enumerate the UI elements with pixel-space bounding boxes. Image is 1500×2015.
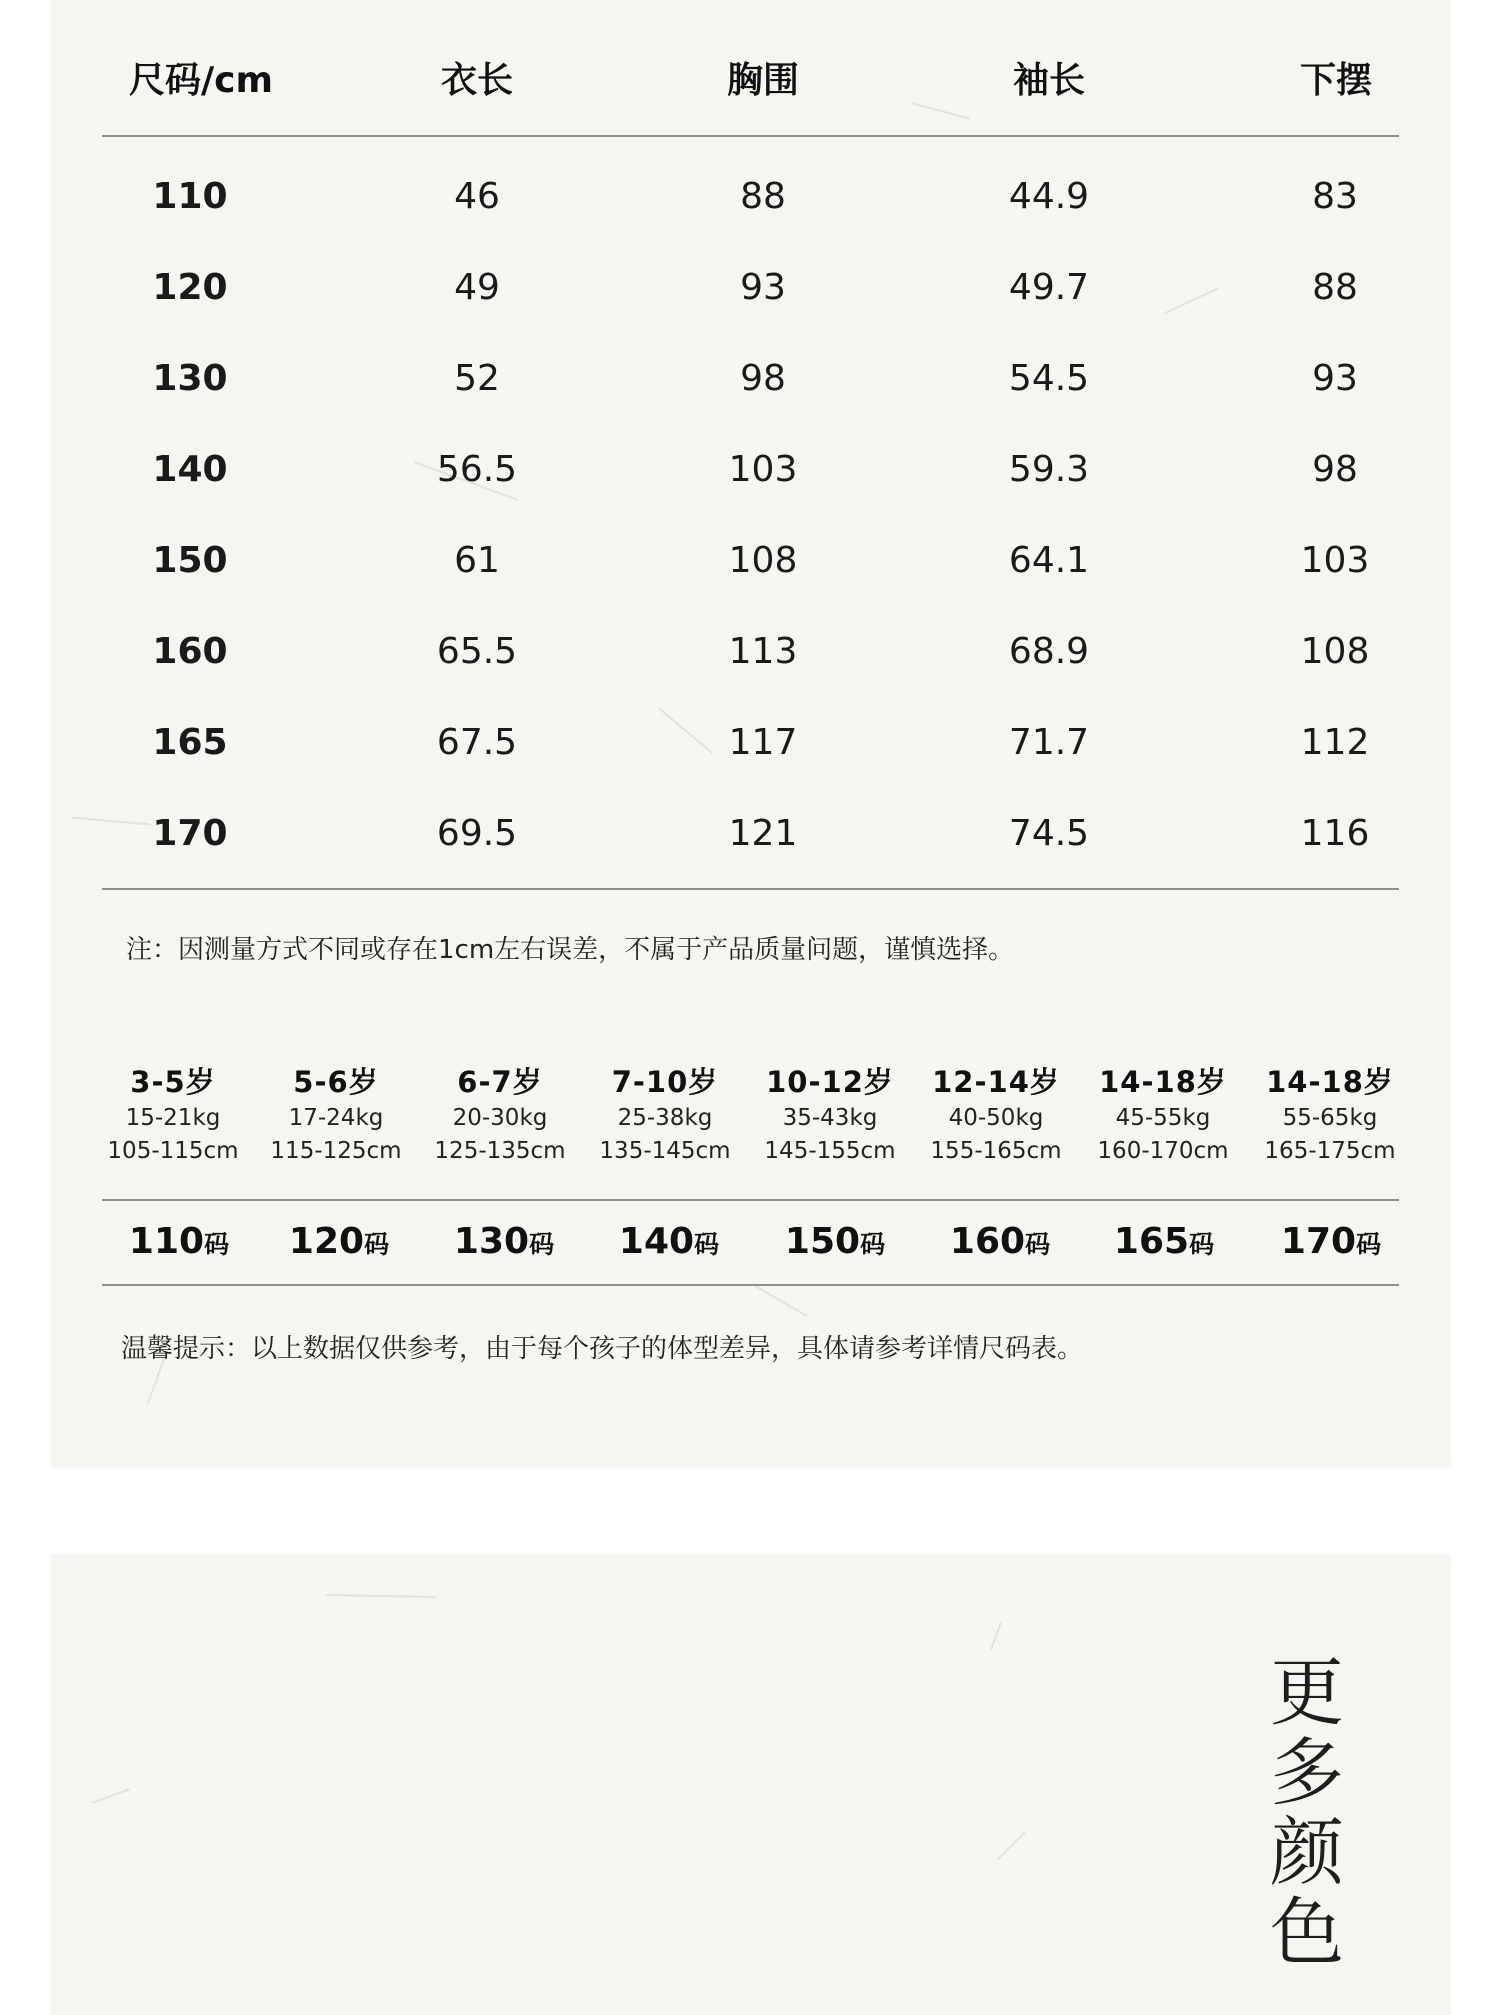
age-range: 5-6岁 <box>293 1065 379 1099</box>
size-number: 170 <box>1280 1221 1357 1262</box>
cell-hem: 112 <box>1300 722 1370 763</box>
recommended-size <box>1246 1212 1416 1275</box>
cell-hem: 103 <box>1300 540 1370 581</box>
paper-fiber <box>326 1594 436 1598</box>
paper-fiber <box>755 1285 808 1317</box>
table-row <box>51 531 1450 591</box>
age-range: 10-12岁 <box>766 1065 894 1099</box>
weight-range: 45-55kg <box>1115 1105 1211 1131</box>
weight-range: 25-38kg <box>617 1105 713 1131</box>
size-number: 120 <box>288 1221 365 1262</box>
size-unit: 码 <box>204 1230 230 1259</box>
cell-length: 46 <box>454 176 500 217</box>
table-row <box>51 804 1450 864</box>
cell-chest: 103 <box>728 449 798 490</box>
size-unit: 码 <box>860 1230 886 1259</box>
cell-size: 170 <box>152 813 228 854</box>
table-bottom-divider <box>102 888 1399 890</box>
recommended-size <box>94 1212 264 1275</box>
cell-size: 120 <box>152 267 228 308</box>
recommended-size <box>1079 1212 1249 1275</box>
title-char: 更 <box>1270 1650 1344 1736</box>
weight-range: 55-65kg <box>1282 1105 1378 1131</box>
age-guide-column <box>1245 1062 1415 1168</box>
cell-chest: 93 <box>740 267 786 308</box>
cell-sleeve: 54.5 <box>1008 358 1090 399</box>
cell-length: 69.5 <box>436 813 518 854</box>
weight-range: 17-24kg <box>288 1105 384 1131</box>
cell-length: 67.5 <box>436 722 518 763</box>
age-guide-column <box>251 1062 421 1168</box>
table-row <box>51 440 1450 500</box>
age-guide-column <box>580 1062 750 1168</box>
size-chart-card <box>51 0 1450 1467</box>
cell-chest: 121 <box>728 813 798 854</box>
age-guide-column <box>1078 1062 1248 1168</box>
height-range: 135-145cm <box>599 1138 731 1164</box>
header-hem: 下摆 <box>1299 60 1372 101</box>
cell-length: 61 <box>454 540 500 581</box>
cell-sleeve: 44.9 <box>1008 176 1090 217</box>
recommended-size <box>254 1212 424 1275</box>
weight-range: 15-21kg <box>125 1105 221 1131</box>
recommended-size <box>584 1212 754 1275</box>
cell-hem: 116 <box>1300 813 1370 854</box>
header-size: 尺码/cm <box>128 60 273 101</box>
recommended-size-divider <box>102 1284 1399 1286</box>
warm-tip: 温馨提示：以上数据仅供参考，由于每个孩子的体型差异，具体请参考详情尺码表。 <box>121 1334 1084 1364</box>
cell-chest: 88 <box>740 176 786 217</box>
size-number: 110 <box>128 1221 205 1262</box>
table-row <box>51 258 1450 318</box>
paper-fiber <box>92 1788 130 1804</box>
cell-hem: 88 <box>1312 267 1358 308</box>
cell-sleeve: 49.7 <box>1008 267 1090 308</box>
cell-chest: 113 <box>728 631 798 672</box>
cell-size: 130 <box>152 358 228 399</box>
title-char: 颜 <box>1270 1810 1344 1896</box>
weight-range: 40-50kg <box>948 1105 1044 1131</box>
measurement-note: 注：因测量方式不同或存在1cm左右误差，不属于产品质量问题，谨慎选择。 <box>126 935 1015 965</box>
height-range: 145-155cm <box>764 1138 896 1164</box>
cell-hem: 83 <box>1312 176 1358 217</box>
header-sleeve: 袖长 <box>1012 60 1085 101</box>
age-guide-column <box>911 1062 1081 1168</box>
cell-length: 65.5 <box>436 631 518 672</box>
more-colors-title <box>1262 1650 1352 1976</box>
age-range: 14-18岁 <box>1266 1065 1394 1099</box>
size-number: 130 <box>453 1221 530 1262</box>
size-unit: 码 <box>364 1230 390 1259</box>
cell-sleeve: 59.3 <box>1008 449 1090 490</box>
cell-hem: 108 <box>1300 631 1370 672</box>
age-guide-column <box>415 1062 585 1168</box>
weight-range: 35-43kg <box>782 1105 878 1131</box>
header-chest: 胸围 <box>726 60 799 101</box>
age-range: 6-7岁 <box>457 1065 543 1099</box>
cell-length: 49 <box>454 267 500 308</box>
paper-fiber <box>996 1831 1026 1861</box>
height-range: 105-115cm <box>107 1138 239 1164</box>
recommended-size <box>915 1212 1085 1275</box>
paper-fiber <box>990 1622 1002 1651</box>
size-number: 160 <box>949 1221 1026 1262</box>
size-unit: 码 <box>1189 1230 1215 1259</box>
header-length: 衣长 <box>440 60 513 101</box>
cell-sleeve: 71.7 <box>1008 722 1090 763</box>
recommended-size <box>419 1212 589 1275</box>
age-guide-column <box>88 1062 258 1168</box>
cell-hem: 98 <box>1312 449 1358 490</box>
height-range: 125-135cm <box>434 1138 566 1164</box>
cell-size: 160 <box>152 631 228 672</box>
cell-sleeve: 68.9 <box>1008 631 1090 672</box>
table-row <box>51 349 1450 409</box>
size-unit: 码 <box>1356 1230 1382 1259</box>
more-colors-card <box>51 1555 1450 2015</box>
weight-range: 20-30kg <box>452 1105 548 1131</box>
cell-chest: 108 <box>728 540 798 581</box>
size-unit: 码 <box>694 1230 720 1259</box>
table-row <box>51 622 1450 682</box>
age-range: 7-10岁 <box>611 1065 719 1099</box>
title-char: 色 <box>1270 1890 1344 1976</box>
age-range: 14-18岁 <box>1099 1065 1227 1099</box>
table-row <box>51 713 1450 773</box>
age-range: 3-5岁 <box>130 1065 216 1099</box>
height-range: 155-165cm <box>930 1138 1062 1164</box>
age-guide-divider <box>102 1199 1399 1201</box>
size-number: 140 <box>618 1221 695 1262</box>
size-number: 165 <box>1113 1221 1190 1262</box>
age-range: 12-14岁 <box>932 1065 1060 1099</box>
cell-length: 52 <box>454 358 500 399</box>
cell-chest: 117 <box>728 722 798 763</box>
cell-sleeve: 74.5 <box>1008 813 1090 854</box>
cell-sleeve: 64.1 <box>1008 540 1090 581</box>
size-unit: 码 <box>1025 1230 1051 1259</box>
cell-hem: 93 <box>1312 358 1358 399</box>
size-number: 150 <box>784 1221 861 1262</box>
table-row <box>51 167 1450 227</box>
size-unit: 码 <box>529 1230 555 1259</box>
cell-size: 110 <box>152 176 228 217</box>
cell-chest: 98 <box>740 358 786 399</box>
height-range: 115-125cm <box>270 1138 402 1164</box>
cell-size: 150 <box>152 540 228 581</box>
height-range: 165-175cm <box>1264 1138 1396 1164</box>
header-divider <box>102 135 1399 137</box>
height-range: 160-170cm <box>1097 1138 1229 1164</box>
recommended-size <box>750 1212 920 1275</box>
cell-size: 140 <box>152 449 228 490</box>
age-guide-column <box>745 1062 915 1168</box>
cell-length: 56.5 <box>436 449 518 490</box>
title-char: 多 <box>1270 1730 1344 1816</box>
size-table-header <box>51 51 1450 111</box>
cell-size: 165 <box>152 722 228 763</box>
